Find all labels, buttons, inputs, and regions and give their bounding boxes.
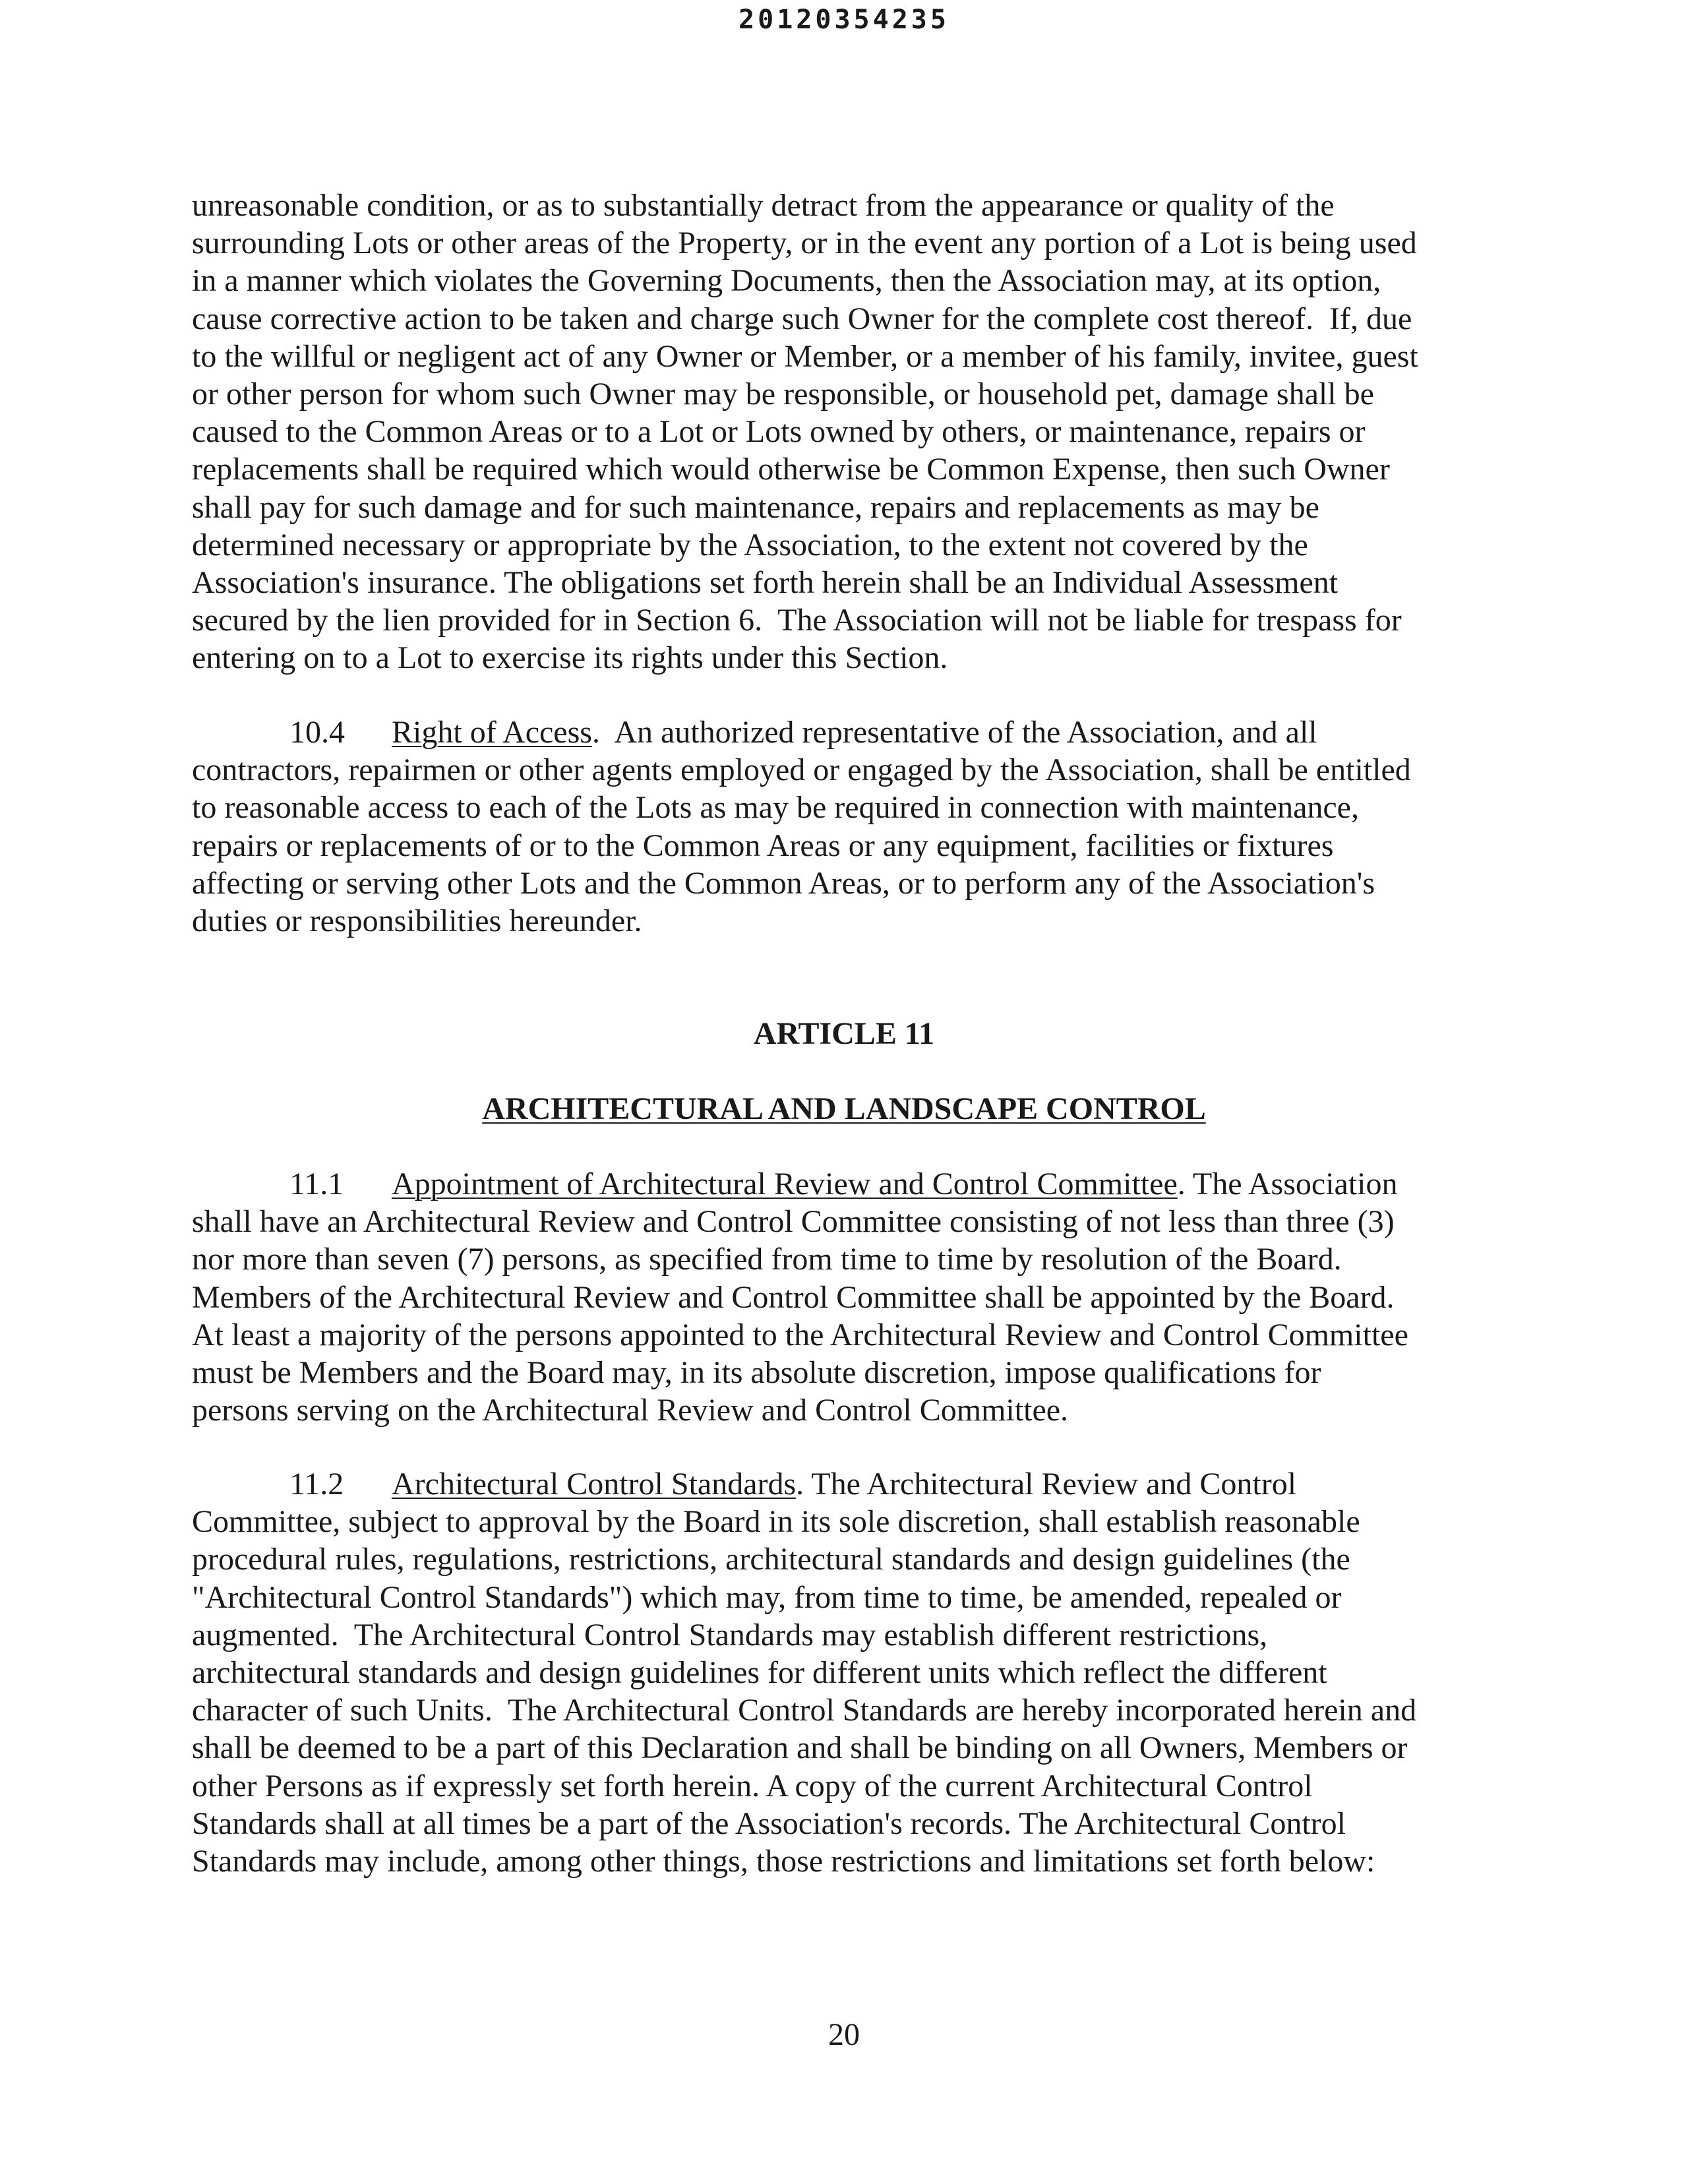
section-10-4 [192, 713, 1504, 940]
text-line: augmented. The Architectural Control Standards may establish different restrictions, [192, 1617, 1268, 1653]
text-line: repairs or replacements of or to the Common Areas or any equipment, facilities or fixtures [192, 828, 1334, 863]
article-title-text: ARCHITECTURAL AND LANDSCAPE CONTROL [482, 1091, 1206, 1126]
text-line: shall pay for such damage and for such maintenance, repairs and replacements as may be [192, 489, 1319, 525]
text-line: . An authorized representative of the Association, and all [591, 715, 1317, 750]
text-line: contractors, repairmen or other agents employed or engaged by the Association, shall be entitled [192, 752, 1411, 788]
text-line: Standards shall at all times be a part of the Association's records. The Architectural Control [192, 1805, 1346, 1841]
text-line: must be Members and the Board may, in its absolute discretion, impose qualifications for [192, 1355, 1321, 1391]
text-line: procedural rules, regulations, restrictions, architectural standards and design guidelines (the [192, 1542, 1350, 1577]
section-number: 11.2 [289, 1467, 344, 1502]
section-title: Architectural Control Standards [392, 1467, 797, 1502]
section-title: Right of Access [392, 715, 592, 750]
text-line: determined necessary or appropriate by the Association, to the extent not covered by the [192, 527, 1308, 562]
text-line: architectural standards and design guidelines for different units which reflect the different [192, 1655, 1327, 1691]
text-line: or other person for whom such Owner may be responsible, or household pet, damage shall be [192, 377, 1374, 412]
article-title [0, 1091, 1688, 1128]
text-line: to the willful or negligent act of any Owner or Member, or a member of his family, invitee, guest [192, 338, 1418, 374]
text-line: affecting or serving other Lots and the Common Areas, or to perform any of the Association's [192, 865, 1375, 901]
text-line: . The Association [1177, 1167, 1398, 1201]
section-11-1 [192, 1165, 1504, 1429]
text-line: replacements shall be required which would otherwise be Common Expense, then such Owner [192, 452, 1390, 487]
text-line: cause corrective action to be taken and charge such Owner for the complete cost thereof. If, due [192, 301, 1412, 336]
text-line: caused to the Common Areas or to a Lot or Lots owned by others, or maintenance, repairs or [192, 414, 1366, 450]
text-line: secured by the lien provided for in Section 6. The Association will not be liable for trespass for [192, 603, 1402, 638]
article-heading: ARTICLE 11 [753, 1016, 935, 1051]
text-line: to reasonable access to each of the Lots as may be required in connection with maintenance, [192, 790, 1359, 826]
text-line: entering on to a Lot to exercise its rights under this Section. [192, 640, 948, 676]
page-number: 20 [828, 2017, 860, 2052]
section-number: 10.4 [289, 715, 345, 750]
section-11-2 [192, 1465, 1504, 1880]
text-line: character of such Units. The Architectural Control Standards are hereby incorporated herein and [192, 1693, 1417, 1728]
text-line: shall have an Architectural Review and Control Committee consisting of not less than three (3) [192, 1204, 1395, 1240]
text-line: surrounding Lots or other areas of the Property, or in the event any portion of a Lot is being used [192, 226, 1417, 261]
text-line: in a manner which violates the Governing Documents, then the Association may, at its option, [192, 263, 1381, 299]
text-line: shall be deemed to be a part of this Declaration and shall be binding on all Owners, Members or [192, 1730, 1408, 1766]
text-line: Association's insurance. The obligations set forth herein shall be an Individual Assessment [192, 565, 1339, 601]
document-number: 20120354235 [738, 5, 950, 35]
section-title: Appointment of Architectural Review and Control Committee [392, 1167, 1178, 1201]
section-number: 11.1 [289, 1167, 344, 1201]
text-line: duties or responsibilities hereunder. [192, 903, 642, 939]
text-line: At least a majority of the persons appointed to the Architectural Review and Control Committee [192, 1317, 1408, 1352]
text-line: "Architectural Control Standards") which may, from time to time, be amended, repealed or [192, 1579, 1342, 1615]
text-line: nor more than seven (7) persons, as specified from time to time by resolution of the Board. [192, 1242, 1342, 1277]
text-line: persons serving on the Architectural Review and Control Committee. [192, 1393, 1069, 1428]
text-line: Standards may include, among other things, those restrictions and limitations set forth below: [192, 1844, 1375, 1879]
text-line: unreasonable condition, or as to substantially detract from the appearance or quality of the [192, 188, 1335, 223]
text-line: . The Architectural Review and Control [796, 1467, 1297, 1502]
text-line: Members of the Architectural Review and Control Committee shall be appointed by the Board. [192, 1279, 1395, 1315]
paragraph-continuation [192, 187, 1504, 677]
text-line: Committee, subject to approval by the Board in its sole discretion, shall establish reasonable [192, 1504, 1360, 1540]
text-line: other Persons as if expressly set forth herein. A copy of the current Architectural Control [192, 1768, 1313, 1804]
